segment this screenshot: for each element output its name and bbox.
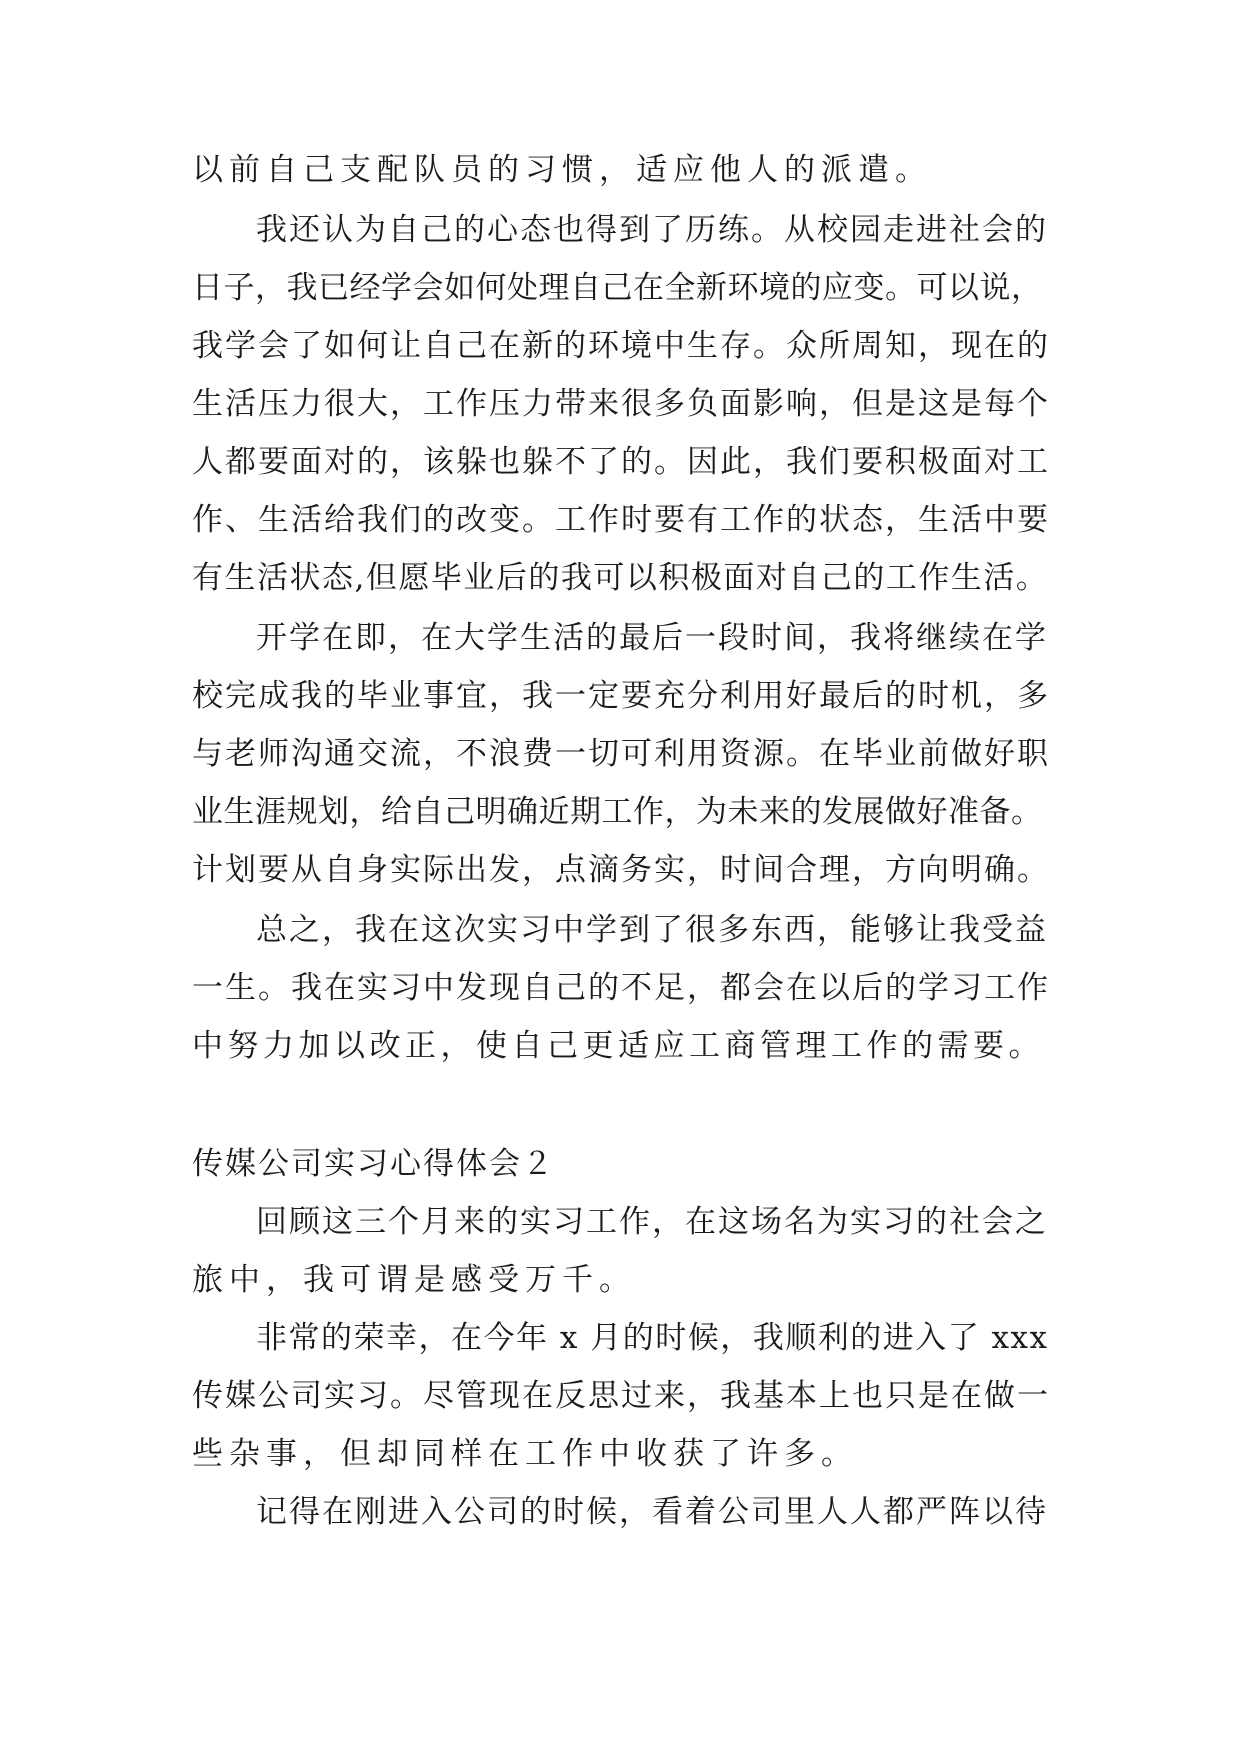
- paragraph-line: 中努力加以改正，使自己更适应工商管理工作的需要。: [192, 1028, 1044, 1064]
- paragraph-line: 开学在即，在大学生活的最后一段时间，我将继续在学: [256, 620, 1048, 656]
- paragraph-line: 校完成我的毕业事宜，我一定要充分利用好最后的时机，多: [192, 678, 1050, 714]
- paragraph-line: 些杂事，但却同样在工作中收获了许多。: [192, 1436, 858, 1472]
- paragraph-line: 回顾这三个月来的实习工作，在这场名为实习的社会之: [256, 1204, 1048, 1240]
- paragraph-line: 记得在刚进入公司的时候，看着公司里人人都严阵以待: [256, 1494, 1048, 1530]
- paragraph-line: 一生。我在实习中发现自己的不足，都会在以后的学习工作: [192, 970, 1050, 1006]
- paragraph-line: 非常的荣幸，在今年 x 月的时候，我顺利的进入了 xxx: [256, 1320, 1049, 1356]
- paragraph-line: 计划要从自身实际出发，点滴务实，时间合理，方向明确。: [192, 852, 1050, 888]
- paragraph-line: 我学会了如何让自己在新的环境中生存。众所周知，现在的: [192, 328, 1050, 364]
- paragraph-line: 以前自己支配队员的习惯，适应他人的派遣。: [192, 152, 932, 188]
- paragraph-line: 旅中，我可谓是感受万千。: [192, 1262, 636, 1298]
- section-heading: 传媒公司实习心得体会２: [192, 1146, 555, 1182]
- paragraph-line: 我还认为自己的心态也得到了历练。从校园走进社会的: [256, 212, 1048, 248]
- paragraph-line: 传媒公司实习。尽管现在反思过来，我基本上也只是在做一: [192, 1378, 1050, 1414]
- paragraph-line: 与老师沟通交流，不浪费一切可利用资源。在毕业前做好职: [192, 736, 1050, 772]
- paragraph-line: 业生涯规划，给自己明确近期工作，为未来的发展做好准备。: [192, 794, 1043, 830]
- paragraph-line: 作、生活给我们的改变。工作时要有工作的状态，生活中要: [192, 502, 1050, 538]
- paragraph-line: 生活压力很大，工作压力带来很多负面影响，但是这是每个: [192, 386, 1050, 422]
- paragraph-line: 总之，我在这次实习中学到了很多东西，能够让我受益: [256, 912, 1048, 948]
- paragraph-line: 日子，我已经学会如何处理自己在全新环境的应变。可以说，: [192, 270, 1043, 306]
- paragraph-line: 人都要面对的，该躲也躲不了的。因此，我们要积极面对工: [192, 444, 1050, 480]
- paragraph-line: 有生活状态,但愿毕业后的我可以积极面对自己的工作生活。: [192, 560, 1049, 596]
